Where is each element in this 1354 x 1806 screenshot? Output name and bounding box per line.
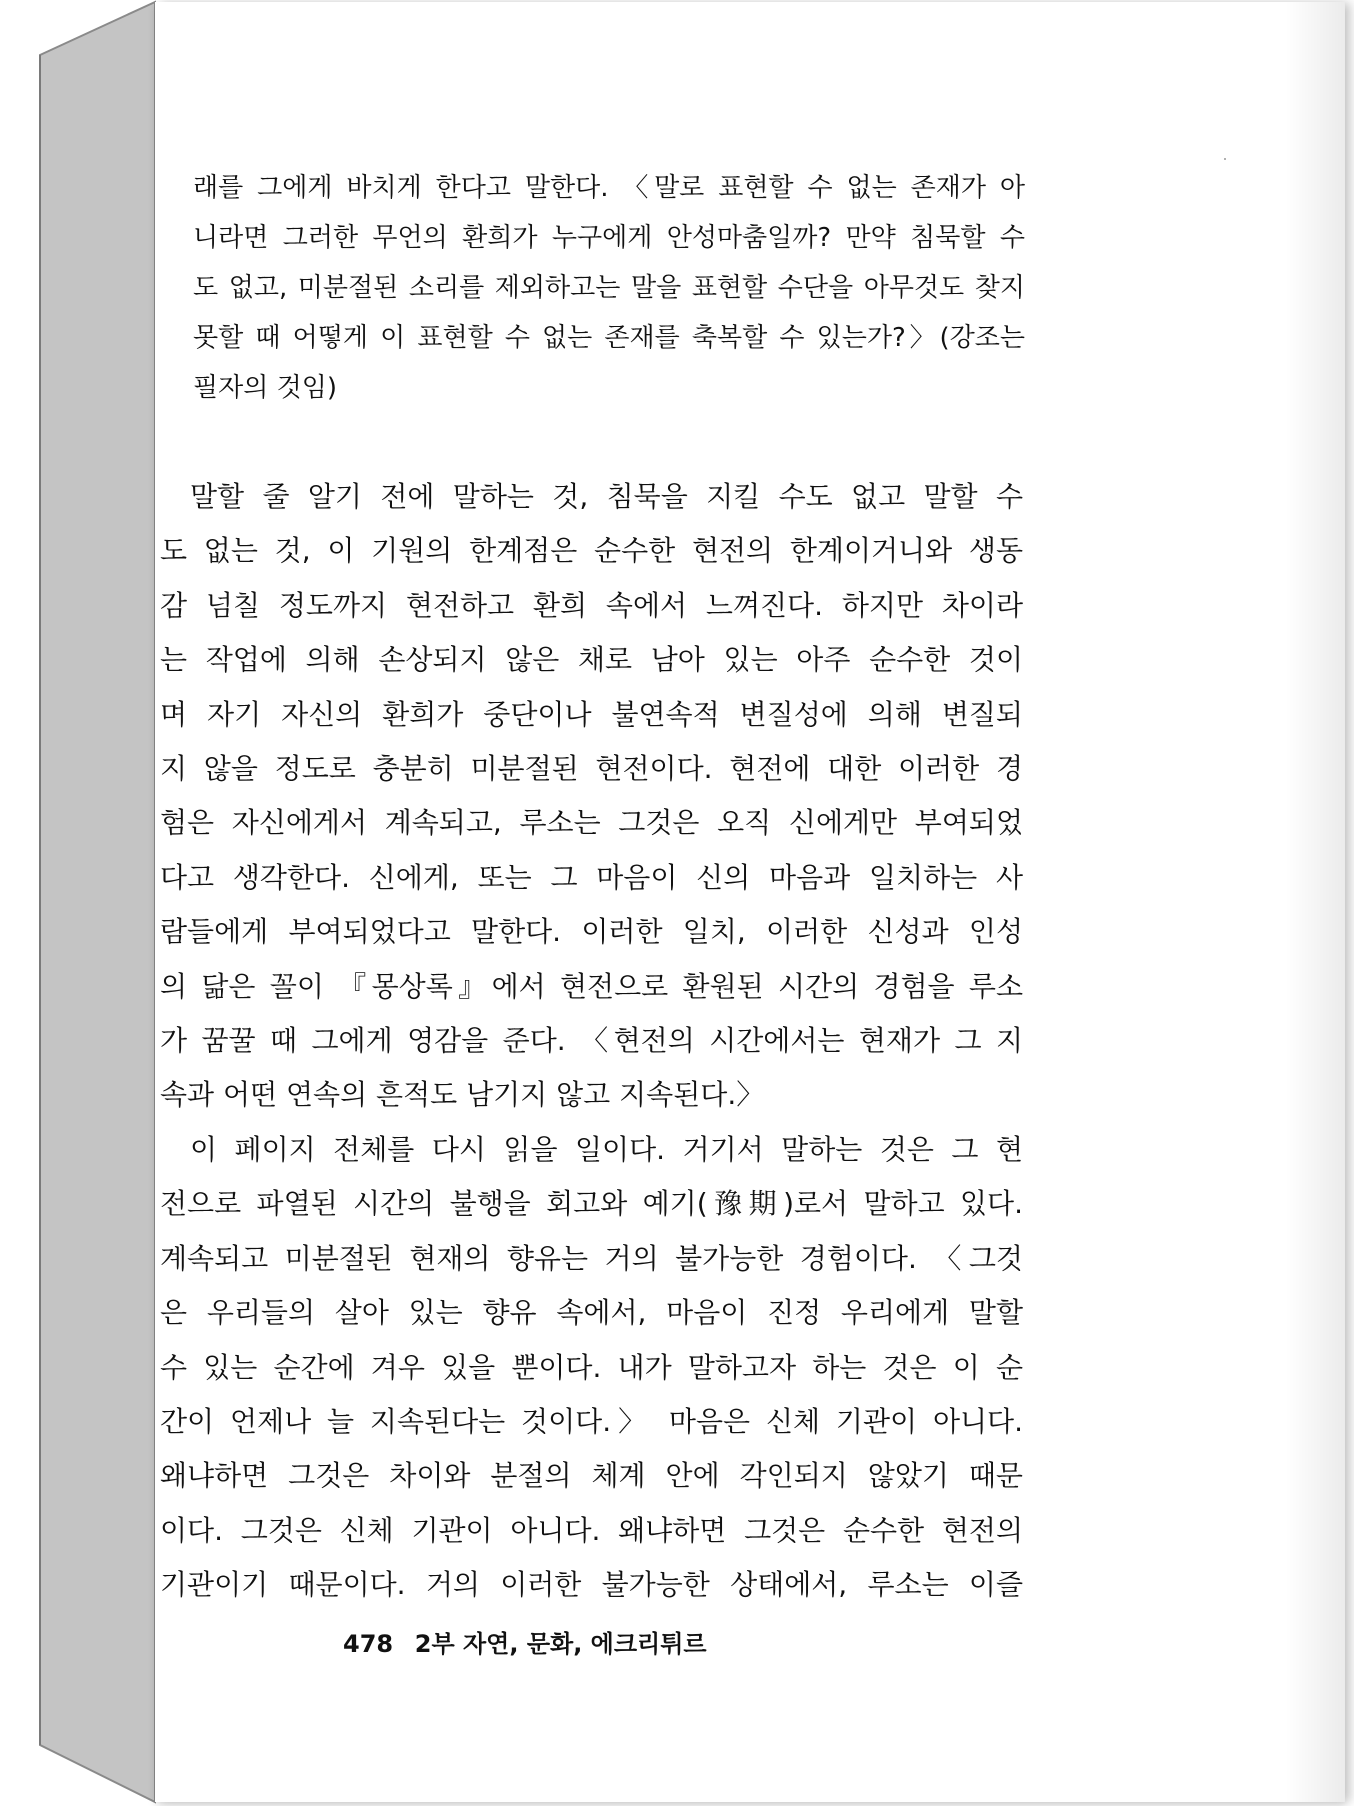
quote-line: 래를 그에게 바치게 한다고 말한다. 〈말로 표현할 수 없는 존재가 아 [193, 173, 1025, 203]
body-line: 말할 줄 알기 전에 말하는 것, 침묵을 지킬 수도 없고 말할 수 [190, 480, 1023, 513]
scan-speck [1224, 158, 1226, 160]
body-line: 간이 언제나 늘 지속된다는 것이다.〉 마음은 신체 기관이 아니다. [160, 1404, 1023, 1438]
body-line: 람들에게 부여되었다고 말한다. 이러한 일치, 이러한 신성과 인성 [160, 915, 1023, 949]
quote-line: 필자의 것임) [193, 373, 337, 403]
body-text [160, 470, 1023, 1613]
body-line: 험은 자신에게서 계속되고, 루소는 그것은 오직 신에게만 부여되었 [160, 806, 1023, 840]
body-line: 가 꿈꿀 때 그에게 영감을 준다. 〈현전의 시간에서는 현재가 그 지 [160, 1024, 1023, 1058]
body-line: 기관이기 때문이다. 거의 이러한 불가능한 상태에서, 루소는 이즐 [160, 1568, 1023, 1602]
body-line: 속과 어떤 연속의 흔적도 남기지 않고 지속된다.〉 [160, 1078, 765, 1112]
body-line: 의 닮은 꼴이 『몽상록』에서 현전으로 환원된 시간의 경험을 루소 [160, 969, 1023, 1003]
body-line: 이다. 그것은 신체 기관이 아니다. 왜냐하면 그것은 순수한 현전의 [160, 1513, 1023, 1547]
body-line: 는 작업에 의해 손상되지 않은 채로 남아 있는 아주 순수한 것이 [160, 643, 1023, 677]
body-line: 도 없는 것, 이 기원의 한계점은 순수한 현전의 한계이거니와 생동 [160, 534, 1023, 568]
quote-line: 도 없고, 미분절된 소리를 제외하고는 말을 표현할 수단을 아무것도 찾지 [193, 273, 1025, 303]
running-head: 2부 자연, 문화, 에크리튀르 [414, 1630, 707, 1658]
body-line: 다고 생각한다. 신에게, 또는 그 마음이 신의 마음과 일치하는 사 [160, 860, 1023, 894]
body-line: 감 넘칠 정도까지 현전하고 환희 속에서 느껴진다. 하지만 차이라 [160, 588, 1023, 622]
body-line: 이 페이지 전체를 다시 읽을 일이다. 거기서 말하는 것은 그 현 [190, 1132, 1023, 1166]
book-spine [0, 0, 170, 1806]
page-footer [343, 1624, 707, 1659]
body-line: 전으로 파열된 시간의 불행을 회고와 예기(豫期)로서 말하고 있다. [160, 1187, 1023, 1221]
body-line: 지 않을 정도로 충분히 미분절된 현전이다. 현전에 대한 이러한 경 [160, 752, 1023, 786]
body-line: 은 우리들의 살아 있는 향유 속에서, 마음이 진정 우리에게 말할 [160, 1296, 1023, 1330]
page-number: 478 [343, 1630, 394, 1658]
page-edge-shadow [1285, 2, 1345, 1802]
body-line: 계속되고 미분절된 현재의 향유는 거의 불가능한 경험이다. 〈그것 [160, 1241, 1023, 1275]
body-line: 왜냐하면 그것은 차이와 분절의 체계 안에 각인되지 않았기 때문 [160, 1459, 1023, 1493]
body-line: 수 있는 순간에 겨우 있을 뿐이다. 내가 말하고자 하는 것은 이 순 [160, 1350, 1023, 1384]
block-quote [193, 163, 1025, 413]
quote-line: 니라면 그러한 무언의 환희가 누구에게 안성마춤일까? 만약 침묵할 수 [193, 223, 1025, 253]
quote-line: 못할 때 어떻게 이 표현할 수 없는 존재를 축복할 수 있는가?〉(강조는 [193, 323, 1025, 353]
body-line: 며 자기 자신의 환희가 중단이나 불연속적 변질성에 의해 변질되 [160, 697, 1023, 731]
